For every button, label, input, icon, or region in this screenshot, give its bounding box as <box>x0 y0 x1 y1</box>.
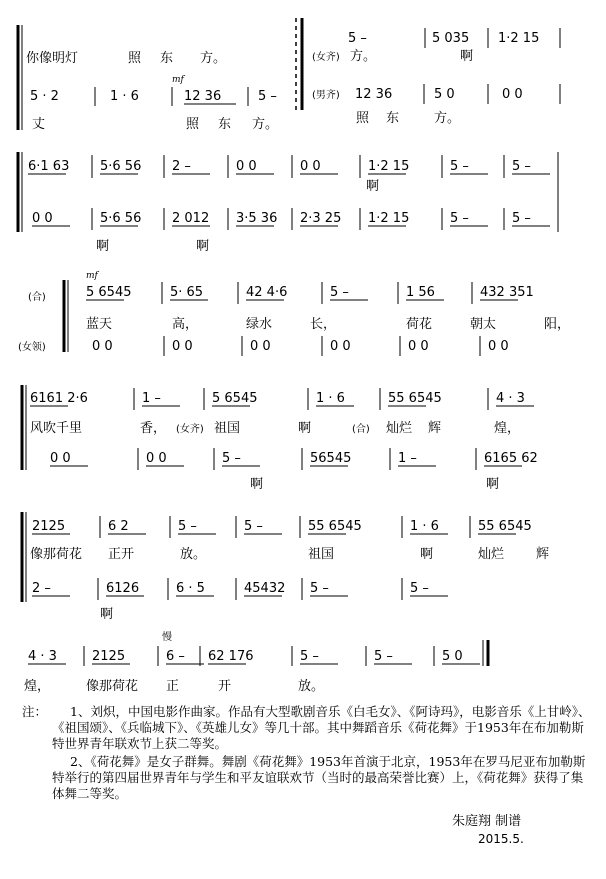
date: 2015.5. <box>478 832 524 846</box>
row-6-notes-item-1: 4 · 3 <box>28 649 57 664</box>
row-2-bottom-notes-item-8: 5 – <box>512 211 531 226</box>
row1-top-lyric-4: 方。 <box>200 51 227 66</box>
row1-right-top-note-3: 1·2 15 <box>498 31 540 46</box>
row-3-top-notes-item-4: 5 – <box>330 285 349 300</box>
row1-bottom-lyric-3: 东 <box>218 117 232 132</box>
row-4-bottom-notes <box>50 448 538 470</box>
row-3-bottom-notes-item-6: 0 0 <box>488 339 509 354</box>
credit: 朱庭翔 制谱 <box>452 814 522 829</box>
row-4-top-notes-item-5: 55 6545 <box>388 391 442 406</box>
row-5-bottom-notes <box>32 578 448 600</box>
row-6-notes-item-3: 6 – <box>166 649 185 664</box>
row2-top-lyric-1: 啊 <box>366 179 380 194</box>
row-6-notes-item-2: 2125 <box>92 649 126 664</box>
row-6-lyrics-item-4: 开 <box>218 679 232 694</box>
row-6-notes-item-4: 62 176 <box>208 649 254 664</box>
row-3-lyrics-item-4: 长， <box>310 317 337 332</box>
row-2-top-notes <box>28 155 550 178</box>
row-5-top-notes-item-7: 55 6545 <box>478 519 532 534</box>
row-3-lyrics-item-7: 阳， <box>544 317 571 332</box>
row-5-bottom-notes-item-1: 2 – <box>32 581 51 596</box>
row-4-lyrics-item-5: 啊 <box>298 421 312 436</box>
row-2-top-notes-item-6: 1·2 15 <box>368 159 410 174</box>
row-4-bottom-notes-item-5: 1 – <box>398 451 417 466</box>
row5-bottom-lyric-1: 啊 <box>100 607 114 622</box>
row-5-bottom-notes-item-3: 6 · 5 <box>176 581 205 596</box>
row1-right-bottom-label: (男齐) <box>312 90 340 101</box>
row1-right-bottom-note-3: 0 0 <box>502 87 523 102</box>
row-2-top-notes-item-2: 5·6 56 <box>100 159 142 174</box>
row-2-bottom-notes-item-5: 2·3 25 <box>300 211 342 226</box>
row1-bottom-lyric-4: 方。 <box>252 117 279 132</box>
row-3-top-notes-item-5: 1 56 <box>406 285 435 300</box>
row1-bottom-note-4: 5 – <box>258 89 277 104</box>
row-5-lyrics-item-3: 放。 <box>180 547 207 562</box>
row1-bottom-note-2: 1 · 6 <box>110 89 139 104</box>
row1-right-bottom-lyric-1: 照 <box>356 111 370 126</box>
row1-bottom-lyric-1: 丈 <box>32 117 46 132</box>
row1-bottom-lyric-2: 照 <box>186 117 200 132</box>
row-6-notes <box>28 646 480 666</box>
row-6-lyrics-item-3: 正 <box>166 679 180 694</box>
row-2-top-notes-item-3: 2 – <box>172 159 191 174</box>
row-2-bottom-notes-item-3: 2 012 <box>172 211 210 226</box>
row-2-top-notes-item-4: 0 0 <box>236 159 257 174</box>
row-5-bottom-notes-item-6: 5 – <box>410 581 429 596</box>
row-3-top-notes-item-1: 5 6545 <box>86 285 132 300</box>
row-6-notes-item-5: 5 – <box>300 649 319 664</box>
row1-right-top-note-1: 5 – <box>348 31 367 46</box>
row-6-lyrics-item-2: 像那荷花 <box>86 679 139 694</box>
row-4-top-notes-item-1: 6161 2·6 <box>30 391 88 406</box>
row-5-top-notes-item-6: 1 · 6 <box>410 519 439 534</box>
row2-bottom-lyric-2: 啊 <box>196 239 210 254</box>
row-2-top-notes-item-7: 5 – <box>450 159 469 174</box>
row-3-bottom-notes <box>92 336 509 356</box>
row-2-top-notes-item-1: 6·1 63 <box>28 159 70 174</box>
row-3-top-notes-item-3: 42 4·6 <box>246 285 288 300</box>
row-5-bottom-notes-item-5: 5 – <box>310 581 329 596</box>
row-4-lyrics-item-8: 辉 <box>428 421 442 436</box>
row-5 <box>22 512 26 602</box>
row-4-bottom-notes-item-3: 5 – <box>222 451 241 466</box>
row4-bottom-lyric-2: 啊 <box>486 477 500 492</box>
footnote-2: 2、《荷花舞》是女子群舞。舞剧《荷花舞》1953年首演于北京，1953年在罗马尼亚布加勒斯特举行的第四届世界青年与学生和平友谊联欢节（当时的最高荣誉比赛）上，《荷花舞》获得了集体舞二等奖。 <box>52 754 586 801</box>
row-3-lyrics-item-3: 绿水 <box>246 317 273 332</box>
row1-top-lyric-3: 东 <box>160 51 174 66</box>
row1-top-lyric-2: 照 <box>128 51 142 66</box>
row-5-top-notes-item-2: 6 2 <box>108 519 129 534</box>
row-3-bottom-notes-item-1: 0 0 <box>92 339 113 354</box>
footnote-1: 1、刘炽，中国电影作曲家。作品有大型歌剧音乐《白毛女》、《阿诗玛》，电影音乐《上甘岭》、《祖国颂》、《兵临城下》、《英雄儿女》等几十部。其中舞蹈音乐《荷花舞》于1953年在布加勒斯特世界青年联欢节上获二等奖。 <box>52 704 591 751</box>
row2-bottom-lyric-1: 啊 <box>96 239 110 254</box>
row-5-top-notes-item-1: 2125 <box>32 519 66 534</box>
row1-bottom-note-1: 5 · 2 <box>30 89 59 104</box>
row-6-lyrics-item-5: 放。 <box>298 679 325 694</box>
row-4-lyrics-item-1: 风吹千里 <box>30 421 83 436</box>
row-5-lyrics-item-6: 灿烂 <box>478 547 505 562</box>
row-5-lyrics-item-2: 正开 <box>108 547 135 562</box>
row-2-top-notes-item-5: 0 0 <box>300 159 321 174</box>
row-6-notes-item-7: 5 0 <box>442 649 463 664</box>
row1-right-top-label: (女齐) <box>312 52 340 63</box>
row-2 <box>18 152 558 232</box>
row6-tempo: 慢 <box>162 632 172 643</box>
row-4-bottom-notes-item-4: 56545 <box>310 451 352 466</box>
row-3-lyrics-item-2: 高， <box>172 317 199 332</box>
row-6-lyrics-item-1: 煌， <box>24 679 51 694</box>
row-5-lyrics-item-5: 啊 <box>420 547 434 562</box>
row-5-lyrics-item-1: 像那荷花 <box>30 547 83 562</box>
row1-right-top-lyric-2: 啊 <box>460 49 474 64</box>
footnote-label: 注： <box>22 704 48 719</box>
row1-right-bottom-lyric-3: 方。 <box>434 111 461 126</box>
row-4-top-notes-item-3: 5 6545 <box>212 391 258 406</box>
row-5-bottom-notes-item-2: 6126 <box>106 581 140 596</box>
row-2-bottom-notes-item-7: 5 – <box>450 211 469 226</box>
row1-bottom-note-3: 12 36 <box>184 89 222 104</box>
row-5-top-notes-item-5: 55 6545 <box>308 519 362 534</box>
row-2-bottom-notes <box>32 208 550 230</box>
row-4-lyrics-item-4: 祖国 <box>214 421 241 436</box>
row-4 <box>22 385 26 470</box>
row1-right-top-lyric-1: 方。 <box>350 49 377 64</box>
row1-top-lyric-1: 你像明灯 <box>26 51 79 66</box>
row-4-top-notes-item-6: 4 · 3 <box>496 391 525 406</box>
row-3-bottom-notes-item-5: 0 0 <box>408 339 429 354</box>
svg-text:mf: mf <box>172 75 184 85</box>
row-2-bottom-notes-item-4: 3·5 36 <box>236 211 278 226</box>
row-4-lyrics <box>30 420 520 436</box>
row-5-lyrics-item-7: 辉 <box>536 547 550 562</box>
row-3-lyrics <box>86 316 570 332</box>
row-4-lyrics-item-9: 煌， <box>494 421 521 436</box>
row-4-bottom-notes-item-1: 0 0 <box>50 451 71 466</box>
row-3-lyrics-item-6: 朝太 <box>470 317 497 332</box>
footnotes <box>22 704 592 804</box>
row-4-lyrics-item-7: 灿烂 <box>386 421 413 436</box>
row-4-top-notes-item-4: 1 · 6 <box>316 391 345 406</box>
row-3-lyrics-item-5: 荷花 <box>406 317 433 332</box>
row-4-bottom-notes-item-6: 6165 62 <box>484 451 538 466</box>
row-3-bottom-notes-item-3: 0 0 <box>250 339 271 354</box>
row-4-lyrics-item-3: (女齐) <box>176 424 204 435</box>
row4-bottom-lyric-1: 啊 <box>250 477 264 492</box>
row-5-top-notes <box>32 516 532 538</box>
row-2-bottom-notes-item-6: 1·2 15 <box>368 211 410 226</box>
row-6-notes-item-6: 5 – <box>374 649 393 664</box>
row1-right-bottom-note-2: 5 0 <box>434 87 455 102</box>
row-3-top-notes <box>86 282 534 304</box>
row1-right-bottom-lyric-2: 东 <box>386 111 400 126</box>
row-3 <box>18 271 100 353</box>
row3-top-label: (合) <box>28 292 46 303</box>
row-1 <box>18 18 560 132</box>
row-6-lyrics <box>24 678 324 694</box>
row-5-lyrics-item-4: 祖国 <box>308 547 335 562</box>
row-3-top-notes-item-2: 5· 65 <box>170 285 204 300</box>
row-2-top-notes-item-8: 5 – <box>512 159 531 174</box>
row-4-lyrics-item-6: (合) <box>352 424 370 435</box>
row-3-bottom-notes-item-2: 0 0 <box>172 339 193 354</box>
row3-dynamic: mf <box>86 271 98 281</box>
row-4-lyrics-item-2: 香， <box>140 421 167 436</box>
row-5-top-notes-item-4: 5 – <box>244 519 263 534</box>
row-2-bottom-notes-item-2: 5·6 56 <box>100 211 142 226</box>
row-2-bottom-notes-item-1: 0 0 <box>32 211 53 226</box>
row1-right-bottom-note-1: 12 36 <box>355 87 393 102</box>
row-3-lyrics-item-1: 蓝天 <box>86 317 113 332</box>
row-4-top-notes <box>30 388 534 410</box>
row-5-lyrics <box>30 546 549 562</box>
row1-right-top-note-2: 5 035 <box>432 31 470 46</box>
row-5-bottom-notes-item-4: 45432 <box>244 581 286 596</box>
row-3-top-notes-item-6: 432 351 <box>480 285 534 300</box>
row-4-bottom-notes-item-2: 0 0 <box>146 451 167 466</box>
row-3-bottom-notes-item-4: 0 0 <box>330 339 351 354</box>
row3-bottom-label: (女领) <box>18 342 46 353</box>
row-5-top-notes-item-3: 5 – <box>178 519 197 534</box>
row-4-top-notes-item-2: 1 – <box>142 391 161 406</box>
